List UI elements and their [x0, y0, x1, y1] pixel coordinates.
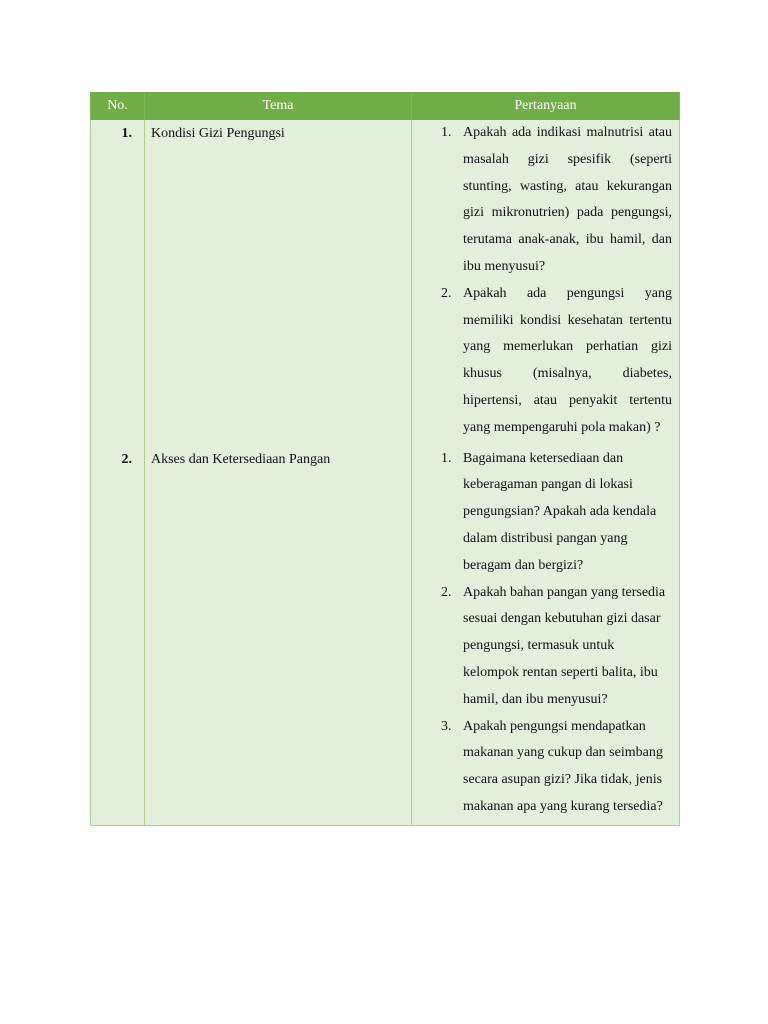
questions-table: [90, 92, 680, 826]
question-text: Apakah ada pengungsi yang memiliki kondisi kesehatan tertentu yang memerlukan perhatian gizi khusus (misalnya, diabetes, hipertensi, atau penyakit tertentu yang mempengaruhi pola makan) ?: [463, 285, 672, 435]
header-row: [91, 92, 680, 120]
header-pertanyaan: Pertanyaan: [412, 92, 680, 120]
list-item: [416, 714, 672, 821]
question-number: 2.: [441, 285, 452, 301]
table-row: [91, 120, 680, 446]
header-tema: Tema: [145, 92, 412, 120]
question-list: [416, 120, 672, 442]
table-row: [91, 446, 680, 826]
question-number: 2.: [441, 584, 452, 600]
header-no: No.: [91, 92, 145, 120]
question-number: 1.: [441, 450, 452, 466]
question-text: Bagaimana ketersediaan dan keberagaman pangan di lokasi pengungsian? Apakah ada kendala dalam distribusi pangan yang beragam dan bergizi?: [463, 450, 657, 573]
question-number: 3.: [441, 718, 452, 734]
question-text: Apakah ada indikasi malnutrisi atau masalah gizi spesifik (seperti stunting, wasting, atau kekurangan gizi mikronutrien) pada pengungsi, terutama anak-anak, ibu hamil, dan ibu menyusui?: [463, 125, 672, 274]
row-number: 2.: [91, 446, 145, 826]
question-text: Apakah pengungsi mendapatkan makanan yang cukup dan seimbang secara asupan gizi? Jika tidak, jenis makanan apa yang kurang tersedia?: [463, 718, 663, 814]
list-item: [416, 281, 672, 442]
table-body: [91, 120, 680, 825]
question-text: Apakah bahan pangan yang tersedia sesuai dengan kebutuhan gizi dasar pengungsi, termasuk untuk kelompok rentan seperti balita, ibu hamil, dan ibu menyusui?: [463, 584, 666, 707]
list-item: [416, 120, 672, 281]
row-number: 1.: [91, 120, 145, 446]
row-questions: [412, 446, 680, 826]
question-number: 1.: [441, 125, 452, 140]
list-item: [416, 446, 672, 580]
question-list: [416, 446, 672, 821]
row-theme: Kondisi Gizi Pengungsi: [145, 120, 412, 446]
row-theme: Akses dan Ketersediaan Pangan: [145, 446, 412, 826]
row-questions: [412, 120, 680, 446]
list-item: [416, 580, 672, 714]
table-header: [91, 92, 680, 120]
